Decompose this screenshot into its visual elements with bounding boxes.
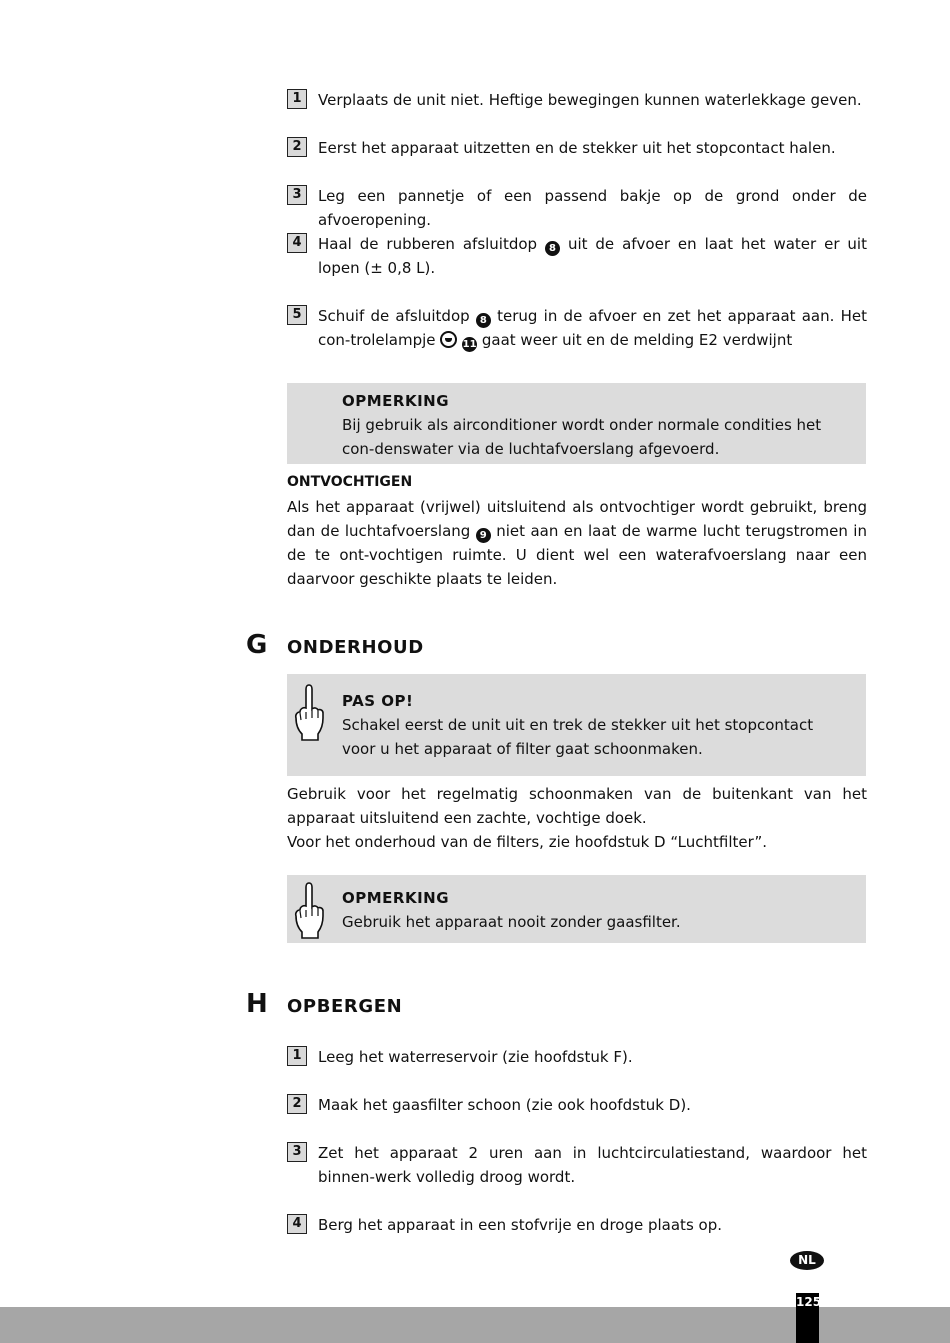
caution-text: Schakel eerst de unit uit en trek de stekker uit het stopcontact voor u het apparaat of filter gaat schoonmaken. bbox=[342, 716, 814, 758]
step-h-4 bbox=[287, 1213, 867, 1237]
maintenance-line: Gebruik voor het regelmatig schoonmaken van de buitenkant van het apparaat uitsluitend een zachte, vochtige doek. bbox=[287, 785, 867, 827]
step-h-2 bbox=[287, 1093, 867, 1117]
step-f-4 bbox=[287, 232, 867, 280]
step-text-part: gaat weer uit en de melding E2 verdwijnt bbox=[481, 331, 793, 349]
step-text-part: uit de afvoer en laat het water er uit lopen (± 0,8 L). bbox=[318, 235, 867, 277]
step-text bbox=[318, 304, 867, 352]
maintenance-line: Voor het onderhoud van de filters, zie hoofdstuk D “Luchtfilter”. bbox=[287, 833, 767, 851]
pointing-hand-icon bbox=[292, 682, 326, 742]
note-box bbox=[287, 875, 866, 943]
step-text-part: terug in de afvoer en zet het apparaat aan. Het con-trolelampje bbox=[318, 307, 867, 349]
reference-circle-icon: 8 bbox=[476, 313, 491, 328]
caution-box bbox=[287, 674, 866, 776]
paragraph-part: niet aan en laat de warme lucht terugstromen in de te ont-vochtigen ruimte. U dient wel een waterafvoerslang naar een daarvoor geschikte plaats te leiden. bbox=[287, 522, 867, 588]
step-text: Verplaats de unit niet. Heftige bewegingen kunnen waterlekkage geven. bbox=[318, 91, 862, 109]
step-number: 3 bbox=[287, 185, 307, 205]
page-number: 125 bbox=[796, 1293, 819, 1343]
step-number: 4 bbox=[287, 1214, 307, 1234]
paragraph-part: Als het apparaat (vrijwel) uitsluitend als ontvochtiger wordt gebruikt, breng dan de luchtafvoerslang bbox=[287, 498, 867, 540]
language-badge: NL bbox=[790, 1251, 824, 1270]
subheading-dehumidify: ONTVOCHTIGEN bbox=[287, 474, 413, 490]
note-text: Gebruik het apparaat nooit zonder gaasfilter. bbox=[342, 913, 681, 931]
note-title: OPMERKING bbox=[342, 392, 450, 410]
reference-circle-icon: 11 bbox=[462, 339, 477, 350]
reference-circle-icon: 9 bbox=[476, 528, 491, 543]
caution-title: PAS OP! bbox=[342, 692, 414, 710]
step-text-part: Haal de rubberen afsluitdop bbox=[318, 235, 538, 253]
tank-full-lamp-icon bbox=[440, 331, 457, 348]
step-number: 1 bbox=[287, 1046, 307, 1066]
step-text-part: Schuif de afsluitdop bbox=[318, 307, 470, 325]
step-text: Leeg het waterreservoir (zie hoofdstuk F). bbox=[318, 1048, 633, 1066]
step-f-5 bbox=[287, 304, 867, 352]
step-text bbox=[318, 232, 867, 280]
step-h-1 bbox=[287, 1045, 867, 1069]
note-title: OPMERKING bbox=[342, 889, 450, 907]
step-text: Leg een pannetje of een passend bakje op de grond onder de afvoeropening. bbox=[318, 187, 867, 229]
step-number: 5 bbox=[287, 305, 307, 325]
note-box bbox=[287, 383, 866, 464]
reference-circle-icon: 8 bbox=[545, 241, 560, 256]
maintenance-paragraph bbox=[287, 782, 867, 854]
section-letter: H bbox=[246, 989, 268, 1019]
step-f-3 bbox=[287, 184, 867, 232]
step-text: Maak het gaasfilter schoon (zie ook hoofdstuk D). bbox=[318, 1096, 691, 1114]
step-text: Zet het apparaat 2 uren aan in luchtcirculatiestand, waardoor het binnen-werk volledig droog wordt. bbox=[318, 1144, 867, 1186]
step-number: 1 bbox=[287, 89, 307, 109]
pointing-hand-icon bbox=[292, 880, 326, 940]
section-title: ONDERHOUD bbox=[287, 637, 424, 658]
section-title: OPBERGEN bbox=[287, 996, 403, 1017]
step-text: Eerst het apparaat uitzetten en de stekker uit het stopcontact halen. bbox=[318, 139, 836, 157]
step-h-3 bbox=[287, 1141, 867, 1189]
step-number: 2 bbox=[287, 1094, 307, 1114]
step-number: 3 bbox=[287, 1142, 307, 1162]
step-f-2 bbox=[287, 136, 867, 160]
step-number: 4 bbox=[287, 233, 307, 253]
step-number: 2 bbox=[287, 137, 307, 157]
note-text: Bij gebruik als airconditioner wordt onder normale condities het con-denswater via de luchtafvoerslang afgevoerd. bbox=[342, 416, 822, 458]
dehumidify-paragraph bbox=[287, 495, 867, 591]
step-text: Berg het apparaat in een stofvrije en droge plaats op. bbox=[318, 1216, 722, 1234]
step-f-1 bbox=[287, 88, 867, 112]
section-letter: G bbox=[246, 630, 268, 660]
